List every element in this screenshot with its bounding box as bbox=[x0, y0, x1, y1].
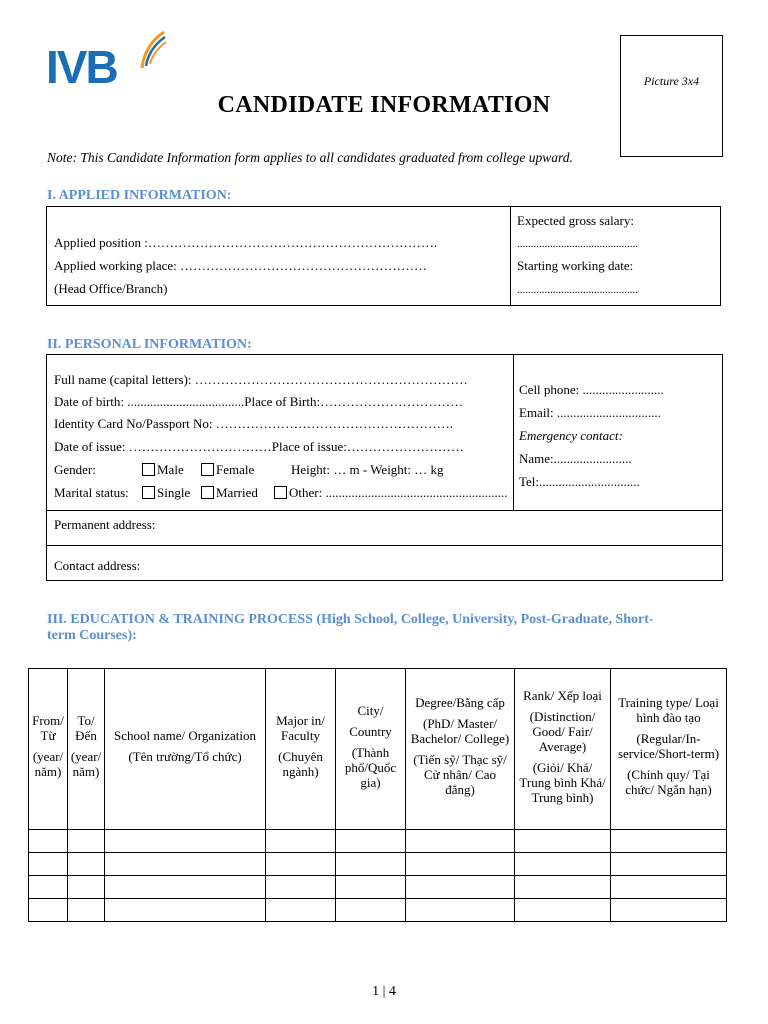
personal-separator-1 bbox=[46, 510, 723, 511]
contact-address-field[interactable]: Contact address: bbox=[54, 558, 141, 573]
email-field[interactable]: Email: ................................ bbox=[519, 405, 661, 420]
page-title: CANDIDATE INFORMATION bbox=[217, 92, 551, 118]
table-row[interactable] bbox=[29, 853, 727, 876]
other-checkbox[interactable] bbox=[274, 486, 287, 499]
education-rows bbox=[29, 830, 727, 922]
male-checkbox[interactable] bbox=[142, 463, 155, 476]
form-note: Note: This Candidate Information form applies to all candidates graduated from college upward. bbox=[47, 150, 573, 165]
marital-married-option[interactable] bbox=[201, 485, 258, 501]
starting-date-field[interactable]: ............................................ bbox=[517, 284, 638, 296]
photo-placeholder-label: Picture 3x4 bbox=[643, 74, 700, 88]
col-school-name: School name/ Organization (Tên trường/Tổ chức) bbox=[105, 669, 266, 830]
education-table bbox=[28, 668, 727, 922]
single-label: Single bbox=[157, 485, 191, 500]
expected-salary-field[interactable]: ............................................ bbox=[517, 238, 638, 250]
education-header-row bbox=[29, 669, 727, 830]
marital-status-label: Marital status: bbox=[54, 485, 129, 500]
personal-divider bbox=[513, 354, 514, 510]
married-checkbox[interactable] bbox=[201, 486, 214, 499]
single-checkbox[interactable] bbox=[142, 486, 155, 499]
id-card-field[interactable]: Identity Card No/Passport No: ………………………………………………. bbox=[54, 416, 454, 431]
gender-label: Gender: bbox=[54, 462, 96, 477]
col-to: To/ Đến (year/ năm) bbox=[68, 669, 105, 830]
applied-divider bbox=[510, 206, 511, 306]
female-checkbox[interactable] bbox=[201, 463, 214, 476]
emergency-tel-field[interactable]: Tel:............................... bbox=[519, 474, 640, 489]
col-major: Major in/ Faculty (Chuyên ngành) bbox=[266, 669, 336, 830]
emergency-contact-label: Emergency contact: bbox=[519, 428, 623, 443]
permanent-address-field[interactable]: Permanent address: bbox=[54, 517, 156, 532]
ivb-logo: IVB bbox=[46, 41, 117, 93]
emergency-name-field[interactable]: Name:........................ bbox=[519, 451, 632, 466]
section-applied-heading: I. APPLIED INFORMATION: bbox=[47, 188, 232, 203]
personal-separator-2 bbox=[46, 545, 723, 546]
applied-position-field[interactable]: Applied position :…………………………………………………………. bbox=[54, 235, 438, 250]
starting-date-label: Starting working date: bbox=[517, 258, 634, 273]
col-from: From/ Từ (year/ năm) bbox=[29, 669, 68, 830]
gender-male-option[interactable] bbox=[142, 462, 184, 478]
table-row[interactable] bbox=[29, 876, 727, 899]
date-of-issue-field[interactable]: Date of issue: ……………………………Place of issue:……………………… bbox=[54, 439, 464, 454]
height-weight-field[interactable]: Height: … m - Weight: … kg bbox=[291, 462, 444, 477]
logo-swoosh-icon bbox=[138, 30, 168, 70]
male-label: Male bbox=[157, 462, 184, 477]
female-label: Female bbox=[216, 462, 255, 477]
col-degree: Degree/Bằng cấp (PhD/ Master/ Bachelor/ College) (Tiến sỹ/ Thạc sỹ/ Cử nhân/ Cao đẳng) bbox=[406, 669, 515, 830]
marital-other-option[interactable] bbox=[274, 485, 507, 501]
full-name-field[interactable]: Full name (capital letters): ……………………………………………………… bbox=[54, 372, 468, 387]
marital-single-option[interactable] bbox=[142, 485, 190, 501]
applied-working-place-field[interactable]: Applied working place: ………………………………………………… bbox=[54, 258, 427, 273]
gender-female-option[interactable] bbox=[201, 462, 254, 478]
married-label: Married bbox=[216, 485, 258, 500]
education-heading-line1: III. EDUCATION & TRAINING PROCESS (High School, College, University, Post-Graduate, Short- bbox=[47, 612, 654, 627]
photo-box[interactable] bbox=[620, 35, 723, 157]
date-of-birth-field[interactable]: Date of birth: ....................................Place of Birth:…………………………… bbox=[54, 394, 464, 409]
col-rank: Rank/ Xếp loại (Distinction/ Good/ Fair/ Average) (Giỏi/ Khá/ Trung bình Khá/ Trung bình) bbox=[515, 669, 611, 830]
education-heading-line2: term Courses): bbox=[47, 628, 137, 643]
other-label: Other: ........................................................ bbox=[289, 485, 508, 500]
head-office-note: (Head Office/Branch) bbox=[54, 281, 168, 296]
table-row[interactable] bbox=[29, 899, 727, 922]
section-education-heading bbox=[47, 612, 727, 644]
expected-salary-label: Expected gross salary: bbox=[517, 213, 634, 228]
cell-phone-field[interactable]: Cell phone: ......................... bbox=[519, 382, 664, 397]
col-city-country: City/ Country (Thành phố/Quốc gia) bbox=[336, 669, 406, 830]
col-training-type: Training type/ Loại hình đào tạo (Regular/In-service/Short-term) (Chính quy/ Tại chức/ Ngắn hạn) bbox=[611, 669, 727, 830]
table-row[interactable] bbox=[29, 830, 727, 853]
section-personal-heading: II. PERSONAL INFORMATION: bbox=[47, 337, 252, 352]
page-number: 1 | 4 bbox=[372, 984, 396, 999]
